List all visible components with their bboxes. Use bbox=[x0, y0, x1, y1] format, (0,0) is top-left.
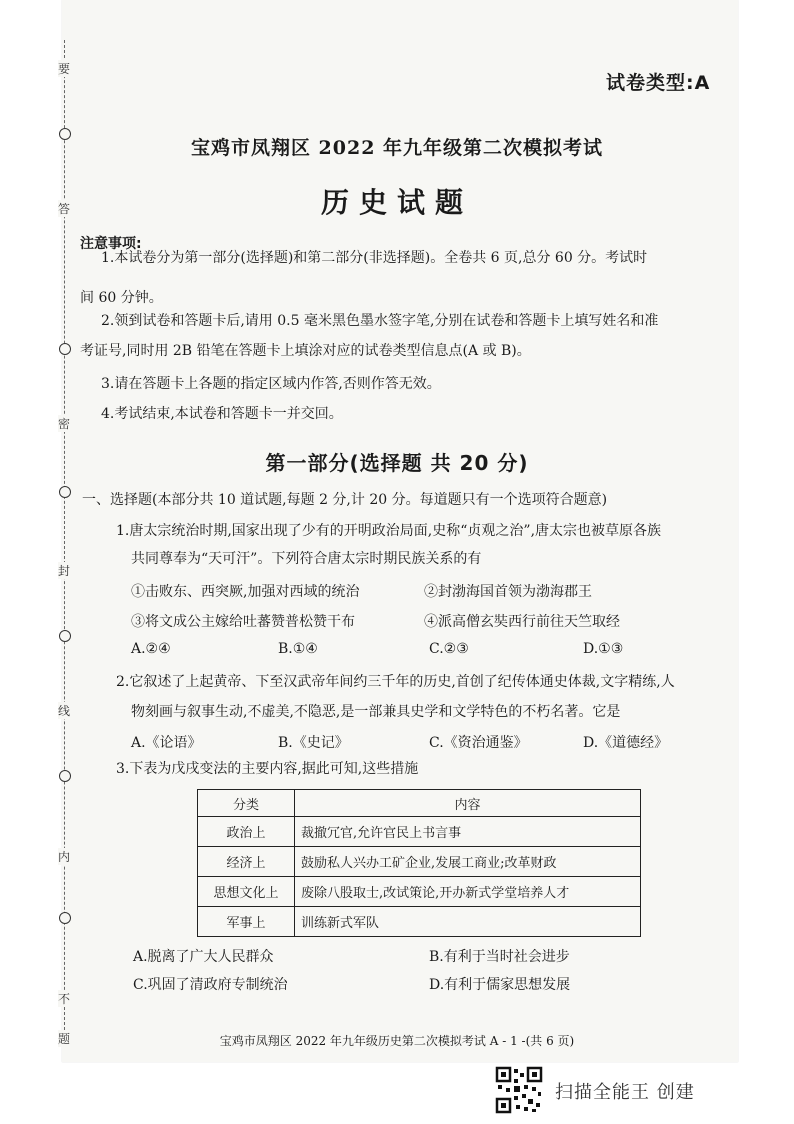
notes-line: 考证号,同时用 2B 铅笔在答题卡上填涂对应的试卷类型信息点(A 或 B)。 bbox=[80, 343, 531, 359]
answer-option[interactable]: D.①③ bbox=[583, 641, 624, 657]
section-heading: 一、选择题(本部分共 10 道试题,每题 2 分,计 20 分。每道题只有一个选项符合题意) bbox=[82, 492, 608, 508]
answer-option[interactable]: B.《史记》 bbox=[278, 735, 349, 751]
binding-char: 密 bbox=[58, 417, 71, 431]
binding-hole bbox=[59, 770, 71, 782]
binding-char: 题 bbox=[58, 1032, 71, 1046]
notes-line: 1.本试卷分为第一部分(选择题)和第二部分(非选择题)。全卷共 6 页,总分 60 分。考试时 bbox=[101, 250, 648, 266]
question-stem: 共同尊奉为“天可汗”。下列符合唐太宗时期民族关系的有 bbox=[131, 551, 482, 567]
answer-option[interactable]: A.脱离了广大人民群众 bbox=[133, 949, 274, 965]
binding-hole bbox=[59, 343, 71, 355]
exam-title: 宝鸡市凤翔区 2022 年九年级第二次模拟考试 bbox=[190, 137, 604, 159]
qr-code-icon bbox=[495, 1066, 543, 1114]
table-cell: 裁撤冗官,允许官民上书言事 bbox=[295, 817, 641, 847]
table-header-cell: 内容 bbox=[295, 790, 641, 817]
answer-option[interactable]: C.②③ bbox=[429, 641, 469, 657]
question-stem: 物刻画与叙事生动,不虚美,不隐恶,是一部兼具史学和文学特色的不朽名著。它是 bbox=[131, 704, 621, 720]
statement-item: ②封渤海国首领为渤海郡王 bbox=[424, 584, 592, 600]
table-row bbox=[198, 817, 641, 847]
question-stem: 2.它叙述了上起黄帝、下至汉武帝年间约三千年的历史,首创了纪传体通史体裁,文字精练,人 bbox=[116, 674, 675, 690]
answer-option[interactable]: C.《资治通鉴》 bbox=[429, 735, 528, 751]
answer-option[interactable]: B.有利于当时社会进步 bbox=[429, 949, 570, 965]
statement-item: ③将文成公主嫁给吐蕃赞普松赞干布 bbox=[131, 614, 355, 630]
part-title: 第一部分(选择题 共 20 分) bbox=[265, 451, 529, 475]
answer-option[interactable]: A.②④ bbox=[131, 641, 171, 657]
reform-table bbox=[197, 789, 641, 937]
table-row bbox=[198, 877, 641, 907]
binding-char: 封 bbox=[58, 564, 71, 578]
notes-heading: 注意事项: bbox=[80, 236, 142, 252]
paper-type-label: 试卷类型:A bbox=[606, 72, 711, 94]
binding-hole bbox=[59, 630, 71, 642]
binding-char: 不 bbox=[58, 992, 71, 1006]
table-row bbox=[198, 847, 641, 877]
notes-line: 2.领到试卷和答题卡后,请用 0.5 毫米黑色墨水签字笔,分别在试卷和答题卡上填写姓名和准 bbox=[101, 313, 659, 329]
binding-hole bbox=[59, 912, 71, 924]
binding-char: 线 bbox=[58, 704, 71, 718]
binding-char: 要 bbox=[58, 62, 71, 76]
answer-option[interactable]: D.《道德经》 bbox=[583, 735, 669, 751]
page-footer: 宝鸡市凤翔区 2022 年九年级历史第二次模拟考试 A - 1 -(共 6 页) bbox=[219, 1034, 575, 1048]
binding-char: 答 bbox=[58, 202, 71, 216]
notes-line: 3.请在答题卡上各题的指定区域内作答,否则作答无效。 bbox=[101, 376, 441, 392]
question-stem: 1.唐太宗统治时期,国家出现了少有的开明政治局面,史称“贞观之治”,唐太宗也被草原各族 bbox=[116, 523, 662, 539]
table-cell: 军事上 bbox=[198, 907, 295, 937]
answer-option[interactable]: A.《论语》 bbox=[131, 735, 202, 751]
statement-item: ①击败东、西突厥,加强对西域的统治 bbox=[131, 584, 360, 600]
answer-option[interactable]: C.巩固了清政府专制统治 bbox=[133, 977, 288, 993]
binding-hole bbox=[59, 486, 71, 498]
table-cell: 废除八股取士,改试策论,开办新式学堂培养人才 bbox=[295, 877, 641, 907]
table-header-cell: 分类 bbox=[198, 790, 295, 817]
table-cell: 经济上 bbox=[198, 847, 295, 877]
table-cell: 训练新式军队 bbox=[295, 907, 641, 937]
table-cell: 鼓励私人兴办工矿企业,发展工商业;改革财政 bbox=[295, 847, 641, 877]
notes-line: 4.考试结束,本试卷和答题卡一并交回。 bbox=[101, 406, 343, 422]
statement-item: ④派高僧玄奘西行前往天竺取经 bbox=[424, 614, 620, 630]
answer-option[interactable]: D.有利于儒家思想发展 bbox=[429, 977, 571, 993]
table-row bbox=[198, 907, 641, 937]
subject-title: 历史试题 bbox=[320, 186, 473, 219]
table-header-row bbox=[198, 790, 641, 817]
question-stem: 3.下表为戊戌变法的主要内容,据此可知,这些措施 bbox=[116, 761, 419, 777]
table-cell: 思想文化上 bbox=[198, 877, 295, 907]
binding-char: 内 bbox=[58, 850, 71, 864]
notes-line: 间 60 分钟。 bbox=[80, 290, 163, 306]
scanner-watermark: 扫描全能王 创建 bbox=[555, 1082, 695, 1103]
table-cell: 政治上 bbox=[198, 817, 295, 847]
answer-option[interactable]: B.①④ bbox=[278, 641, 318, 657]
